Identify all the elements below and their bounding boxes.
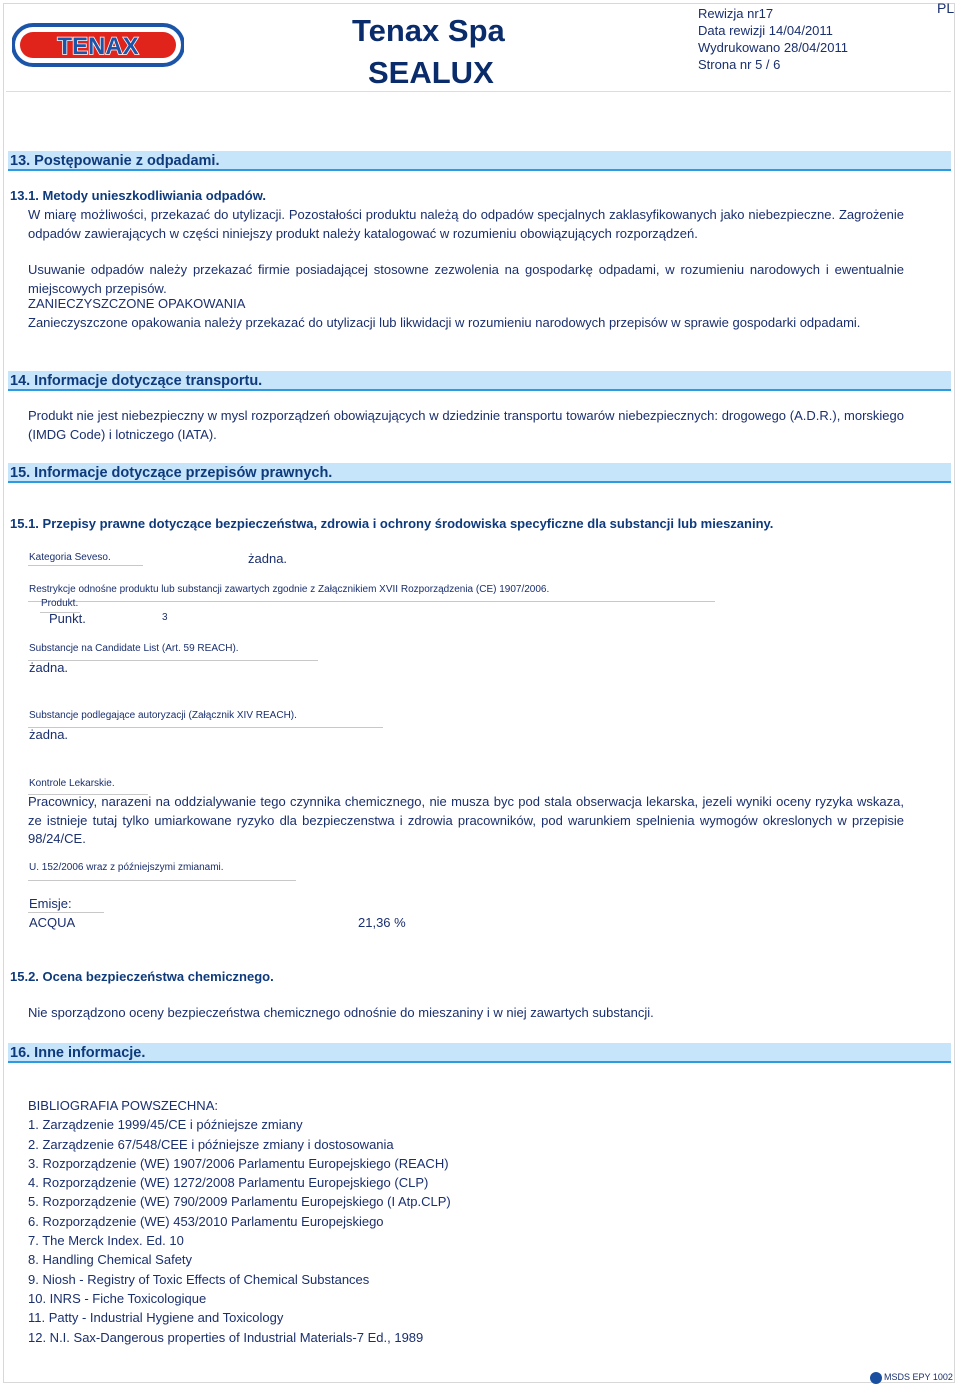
regulation-152-underline	[28, 880, 296, 881]
bibliography-item: 4. Rozporządzenie (WE) 1272/2008 Parlamentu Europejskiego (CLP)	[28, 1175, 429, 1191]
bibliography-item: 3. Rozporządzenie (WE) 1907/2006 Parlamentu Europejskiego (REACH)	[28, 1155, 449, 1171]
document-meta	[698, 5, 848, 73]
candidate-list-underline	[28, 660, 318, 661]
bibliography	[28, 1096, 451, 1347]
punkt-label: Punkt.	[49, 611, 86, 626]
section-15-2-heading: 15.2. Ocena bezpieczeństwa chemicznego.	[10, 969, 274, 984]
bibliography-item: 6. Rozporządzenie (WE) 453/2010 Parlamentu Europejskiego	[28, 1213, 384, 1229]
footer-code: MSDS EPY 1002	[884, 1372, 953, 1382]
seveso-underline	[28, 565, 143, 566]
restrictions-underline	[28, 601, 715, 602]
medical-checks-text: Pracownicy, narazeni na oddzialywanie tego czynnika chemicznego, nie musza byc pod stala obserwacja lekarska, jezeli wyniki oceny ryzyka wskaza, ze istnieje tutaj tylko umiarkowane ryzyko dla bezpieczenstwa i zdrowia pracowników, pod warunkiem spelnienia wymogów okreslonych w przepisie 98/24/CE.	[28, 794, 904, 846]
regulation-152-label: U. 152/2006 wraz z późniejszymi zmianami.	[29, 862, 224, 873]
language-code: PL	[937, 0, 955, 16]
section-13-title: 13. Postępowanie z odpadami.	[8, 151, 951, 171]
svg-text:TENAX: TENAX	[57, 33, 139, 60]
section-15-1-heading: 15.1. Przepisy prawne dotyczące bezpieczeństwa, zdrowia i ochrony środowiska specyficzne dla substancji lub mieszaniny.	[10, 516, 774, 531]
section-15-2-text: Nie sporządzono oceny bezpieczeństwa chemicznego odnośnie do mieszaniny i w niej zawartych substancji.	[28, 1005, 654, 1020]
section-15-title: 15. Informacje dotyczące przepisów prawnych.	[8, 463, 951, 483]
bibliography-item: 10. INRS - Fiche Toxicologique	[28, 1290, 207, 1306]
seveso-value: żadna.	[248, 551, 288, 566]
page-number: Strona nr 5 / 6	[698, 57, 781, 72]
authorisation-value: żadna.	[29, 727, 69, 742]
bibliography-item: 5. Rozporządzenie (WE) 790/2009 Parlamentu Europejskiego (I Atp.CLP)	[28, 1194, 451, 1210]
revision-number: Rewizja nr17	[698, 6, 774, 21]
bibliography-heading: BIBLIOGRAFIA POWSZECHNA:	[28, 1098, 218, 1113]
bibliography-item: 9. Niosh - Registry of Toxic Effects of Chemical Substances	[28, 1271, 370, 1287]
section-13-1-text: W miarę możliwości, przekazać do utylizacji. Pozostałości produktu należą do odpadów specjalnych zaklasyfikowanych jako niebezpieczne. Zagrożenie odpadów zawierających w części niniejszy produkt należy katalogować w rozumieniu obowiązujących rozporządzeń.	[28, 207, 904, 241]
bibliography-item: 7. The Merck Index. Ed. 10	[28, 1233, 184, 1249]
seveso-label: Kategoria Seveso.	[29, 552, 111, 563]
header-divider	[6, 91, 951, 92]
revision-date: Data rewizji 14/04/2011	[698, 23, 833, 38]
medical-checks-label: Kontrole Lekarskie.	[29, 778, 115, 789]
contaminated-packaging-heading: ZANIECZYSZCZONE OPAKOWANIA	[28, 296, 246, 311]
msds-logo-icon	[870, 1372, 882, 1384]
candidate-list-value: żadna.	[29, 660, 69, 675]
authorisation-underline	[28, 727, 383, 728]
section-13-1-disposal-text: Usuwanie odpadów należy przekazać firmie posiadającej stosowne zezwolenia na gospodarkę odpadami, w rozumieniu narodowych i ewentualnie miejscowych przepisów.	[28, 262, 904, 296]
acqua-value: 21,36 %	[358, 915, 406, 930]
produkt-label: Produkt.	[41, 598, 79, 609]
acqua-label: ACQUA	[29, 915, 76, 930]
section-16-title: 16. Inne informacje.	[8, 1043, 951, 1063]
bibliography-item: 8. Handling Chemical Safety	[28, 1252, 193, 1268]
product-name: SEALUX	[368, 55, 494, 90]
bibliography-item: 1. Zarządzenie 1999/45/CE i późniejsze zmiany	[28, 1117, 303, 1133]
bibliography-item: 2. Zarządzenie 67/548/CEE i późniejsze zmiany i dostosowania	[28, 1136, 394, 1152]
candidate-list-label: Substancje na Candidate List (Art. 59 REACH).	[29, 643, 239, 654]
restrictions-label: Restrykcje odnośne produktu lub substancji zawartych zgodnie z Załącznikiem XVII Rozporządzenia (CE) 1907/2006.	[29, 584, 550, 595]
emissions-underline	[28, 912, 104, 913]
section-14-text: Produkt nie jest niebezpieczny w mysl rozporządzeń obowiązujących w dziedzinie transportu towarów niebezpiecznych: drogowego (A.D.R.), morskiego (IMDG Code) i lotniczego (IATA).	[28, 408, 904, 442]
authorisation-label: Substancje podlegające autoryzacji (Załącznik XIV REACH).	[29, 710, 297, 721]
contaminated-packaging-text: Zanieczyszczone opakowania należy przekazać do utylizacji lub likwidacji w rozumieniu narodowych przepisów w sprawie gospodarki odpadami.	[28, 315, 861, 330]
bibliography-item: 11. Patty - Industrial Hygiene and Toxicology	[28, 1310, 284, 1326]
bibliography-item: 12. N.I. Sax-Dangerous properties of Industrial Materials-7 Ed., 1989	[28, 1329, 424, 1345]
section-13-1-heading: 13.1. Metody unieszkodliwiania odpadów.	[10, 188, 266, 203]
print-date: Wydrukowano 28/04/2011	[698, 40, 848, 55]
tenax-logo	[12, 22, 184, 68]
section-14-title: 14. Informacje dotyczące transportu.	[8, 371, 951, 391]
company-name: Tenax Spa	[352, 13, 505, 48]
punkt-value: 3	[162, 612, 168, 623]
emissions-label: Emisje:	[29, 896, 72, 911]
